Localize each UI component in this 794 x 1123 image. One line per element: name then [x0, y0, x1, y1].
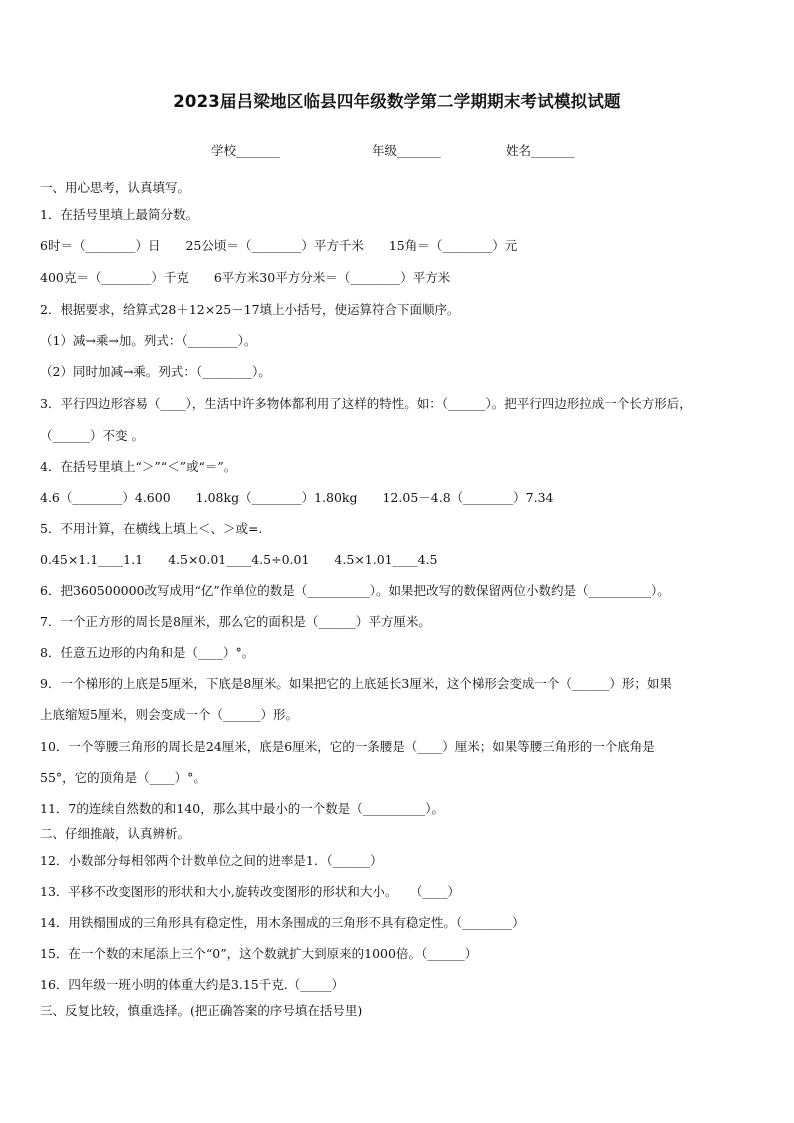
section-heading-3: 三、反复比较，慎重选择。(把正确答案的序号填在括号里): [40, 1003, 363, 1018]
section-heading-1: 一、用心思考，认真填写。: [40, 180, 191, 195]
question-5: 5．不用计算，在横线上填上＜、＞或=.: [40, 521, 263, 536]
question-14: 14．用铁榻围成的三角形具有稳定性，用木条围成的三角形不具有稳定性。（________）: [40, 915, 525, 930]
question-5-line: 0.45×1.1____1.1 4.5×0.01____4.5÷0.01 4.5×1.01____4.5: [40, 552, 438, 567]
question-3-line-1: 3．平行四边形容易（____），生活中许多物体都利用了这样的特性。如：（______）。把平行四边形拉成一个长方形后，: [40, 396, 692, 411]
question-13: 13．平移不改变图形的形状和大小,旋转改变图形的形状和大小。 （____）: [40, 884, 460, 899]
question-16: 16．四年级一班小明的体重大约是3.15千克.（_____）: [40, 977, 344, 992]
question-9-line-1: 9．一个梯形的上底是5厘米，下底是8厘米。如果把它的上底延长3厘米，这个梯形会变成一个（______）形；如果: [40, 676, 672, 691]
question-2: 2．根据要求，给算式28＋12×25－17填上小括号，使运算符合下面顺序。: [40, 302, 460, 317]
page-title: 2023届吕梁地区临县四年级数学第二学期期末考试模拟试题: [173, 92, 621, 111]
question-8: 8．任意五边形的内角和是（____）°。: [40, 645, 255, 660]
question-12: 12．小数部分每相邻两个计数单位之间的进率是1．（______）: [40, 853, 383, 868]
question-15: 15．在一个数的末尾添上三个“0”，这个数就扩大到原来的1000倍。（______）: [40, 946, 478, 961]
question-2-part-1: （1）减→乘→加。列式：（________）。: [40, 333, 257, 348]
name-field: 姓名_______: [506, 143, 575, 158]
question-9-line-2: 上底缩短5厘米，则会变成一个（______）形。: [40, 707, 298, 722]
grade-field: 年级_______: [372, 143, 441, 158]
question-1-line-2: 400克＝（________）千克 6平方米30平方分米＝（________）平方米: [40, 270, 451, 285]
section-heading-2: 二、仔细推敲，认真辨析。: [40, 826, 191, 841]
question-2-part-2: （2）同时加减→乘。列式：（________）。: [40, 364, 271, 379]
question-4: 4．在括号里填上“＞”“＜”或“＝”。: [40, 459, 237, 474]
question-3-line-2: （______）不变 。: [40, 428, 144, 443]
question-1-line-1: 6时＝（________）日 25公顷＝（________）平方千米 15角＝（________）元: [40, 238, 518, 253]
question-10-line-2: 55°，它的顶角是（____）°。: [40, 770, 206, 785]
question-1: 1．在括号里填上最简分数。: [40, 207, 198, 222]
question-4-line: 4.6（________）4.600 1.08kg（________）1.80kg 12.05－4.8（________）7.34: [40, 490, 554, 505]
question-6: 6．把360500000改写成用“亿”作单位的数是（__________）。如果把改写的数保留两位小数约是（__________）。: [40, 583, 670, 598]
question-10-line-1: 10．一个等腰三角形的周长是24厘米，底是6厘米，它的一条腰是（____）厘米；如果等腰三角形的一个底角是: [40, 739, 655, 754]
school-field: 学校_______: [211, 143, 280, 158]
question-11: 11．7的连续自然数的和140，那么其中最小的一个数是（__________）。: [40, 801, 444, 816]
question-7: 7．一个正方形的周长是8厘米，那么它的面积是（______）平方厘米。: [40, 614, 431, 629]
